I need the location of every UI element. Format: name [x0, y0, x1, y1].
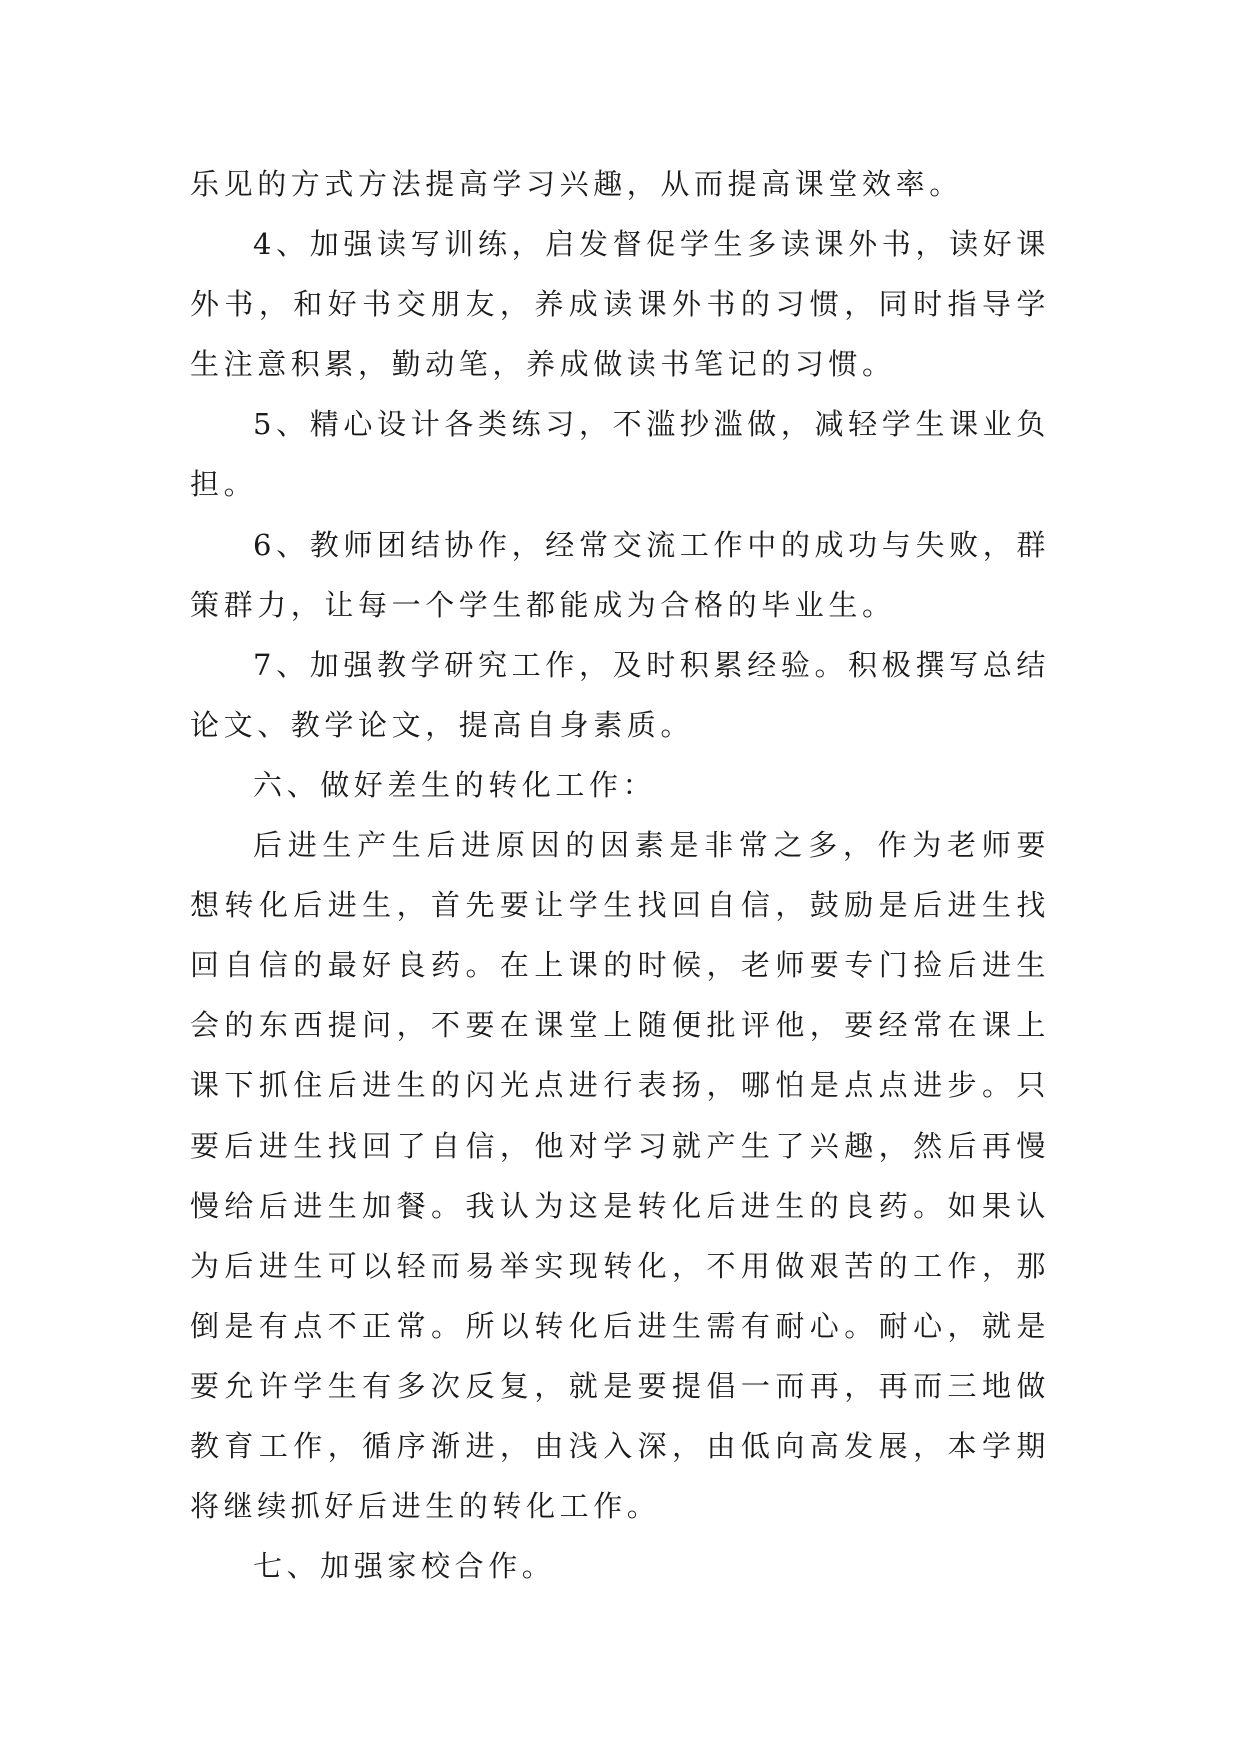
paragraph-underachiever-transformation: 后进生产生后进原因的因素是非常之多，作为老师要想转化后进生，首先要让学生找回自信，鼓励是后进生找回自信的最好良药。在上课的时候，老师要专门捡后进生会的东西提问，不要在课堂上随便批评他，要经常在课上课下抓住后进生的闪光点进行表扬，哪怕是点点进步。只要后进生找回了自信，他对学习就产生了兴趣，然后再慢慢给后进生加餐。我认为这是转化后进生的良药。如果认为后进生可以轻而易举实现转化，不用做艰苦的工作，那倒是有点不正常。所以转化后进生需有耐心。耐心，就是要允许学生有多次反复，就是要提倡一而再，再而三地做教育工作，循序渐进，由浅入深，由低向高发展，本学期将继续抓好后进生的转化工作。 [190, 828, 1050, 1524]
section-heading-6: 六、做好差生的转化工作： [253, 767, 657, 802]
paragraph-item-4: 4、加强读写训练，启发督促学生多读课外书，读好课外书，和好书交朋友，养成读课外书的习惯，同时指导学生注意积累，勤动笔，养成做读书笔记的习惯。 [190, 227, 1050, 382]
document-body [190, 154, 1050, 1596]
paragraph-continuation: 乐见的方式方法提高学习兴趣，从而提高课堂效率。 [190, 167, 963, 201]
paragraph-item-7: 7、加强教学研究工作，及时积累经验。积极撰写总结论文、教学论文，提高自身素质。 [190, 647, 1050, 742]
paragraph-item-6: 6、教师团结协作，经常交流工作中的成功与失败，群策群力，让每一个学生都能成为合格的毕业生。 [190, 527, 1050, 622]
section-heading-7: 七、加强家校合作。 [253, 1549, 556, 1584]
paragraph-item-5: 5、精心设计各类练习，不滥抄滥做，减轻学生课业负担。 [190, 407, 1050, 502]
